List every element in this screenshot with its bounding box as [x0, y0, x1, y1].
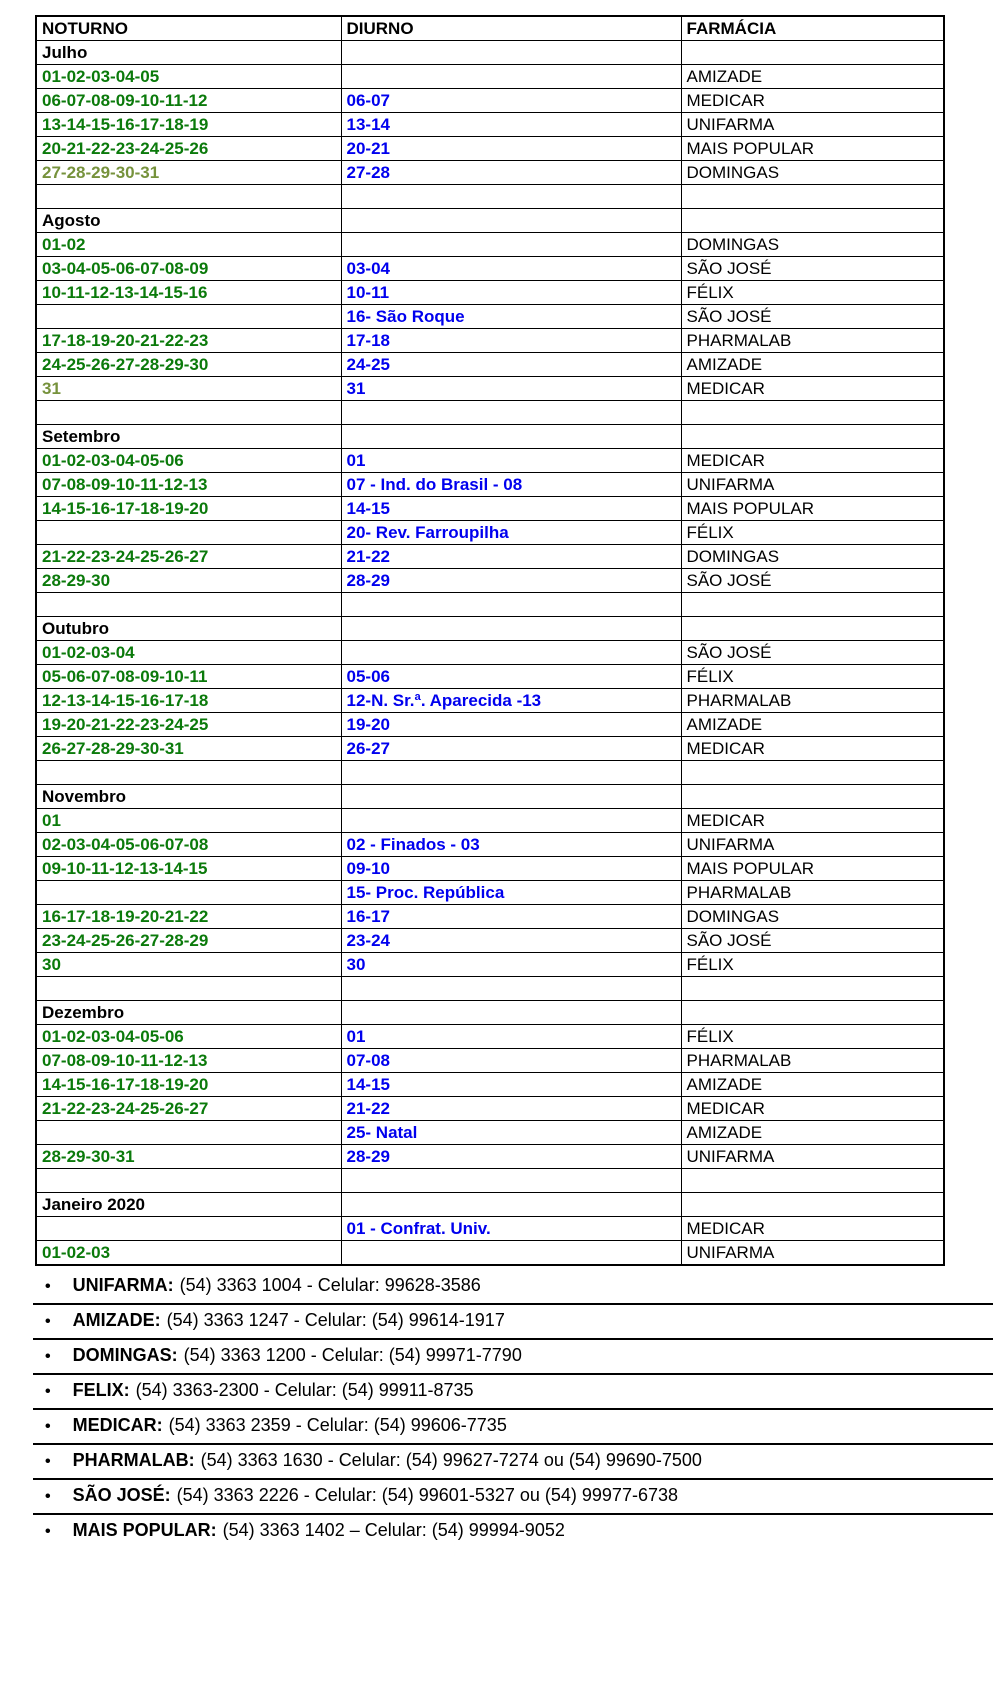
noturno-dates [36, 881, 341, 905]
pharmacy-name: FÉLIX [681, 1025, 944, 1049]
empty-cell [341, 617, 681, 641]
bullet-icon: • [45, 1418, 51, 1435]
diurno-dates: 23-24 [341, 929, 681, 953]
month-header-row [36, 1001, 944, 1025]
pharmacy-name: AMIZADE [681, 1121, 944, 1145]
schedule-row [36, 1145, 944, 1169]
noturno-dates: 13-14-15-16-17-18-19 [36, 113, 341, 137]
noturno-dates: 01-02-03-04 [36, 641, 341, 665]
schedule-row [36, 233, 944, 257]
empty-cell [36, 401, 341, 425]
pharmacy-name: AMIZADE [681, 65, 944, 89]
diurno-dates: 19-20 [341, 713, 681, 737]
diurno-dates: 07-08 [341, 1049, 681, 1073]
contact-item [33, 1445, 993, 1480]
schedule-row [36, 89, 944, 113]
schedule-row [36, 353, 944, 377]
empty-cell [341, 1001, 681, 1025]
spacer-row [36, 401, 944, 425]
schedule-row [36, 1049, 944, 1073]
empty-cell [681, 761, 944, 785]
noturno-dates: 26-27-28-29-30-31 [36, 737, 341, 761]
diurno-dates: 30 [341, 953, 681, 977]
noturno-dates: 10-11-12-13-14-15-16 [36, 281, 341, 305]
schedule-row [36, 65, 944, 89]
schedule-row [36, 665, 944, 689]
empty-cell [36, 1169, 341, 1193]
table-header-row [36, 16, 944, 41]
empty-cell [341, 1169, 681, 1193]
noturno-dates: 21-22-23-24-25-26-27 [36, 545, 341, 569]
bullet-icon: • [45, 1453, 51, 1470]
pharmacy-name: MEDICAR [681, 737, 944, 761]
noturno-dates: 03-04-05-06-07-08-09 [36, 257, 341, 281]
empty-cell [681, 425, 944, 449]
empty-cell [36, 185, 341, 209]
schedule-row [36, 833, 944, 857]
noturno-dates: 24-25-26-27-28-29-30 [36, 353, 341, 377]
bullet-icon: • [45, 1348, 51, 1365]
noturno-dates: 01-02-03 [36, 1241, 341, 1266]
noturno-dates: 31 [36, 377, 341, 401]
contact-phone-info: (54) 3363 1402 – Celular: (54) 99994-9052 [222, 1520, 565, 1540]
schedule-row [36, 161, 944, 185]
spacer-row [36, 761, 944, 785]
contact-pharmacy-name: FELIX: [72, 1380, 130, 1400]
month-label: Outubro [36, 617, 341, 641]
noturno-dates: 01 [36, 809, 341, 833]
diurno-dates [341, 65, 681, 89]
schedule-row [36, 809, 944, 833]
empty-cell [681, 401, 944, 425]
empty-cell [36, 977, 341, 1001]
month-label: Agosto [36, 209, 341, 233]
noturno-dates: 06-07-08-09-10-11-12 [36, 89, 341, 113]
pharmacy-name: MAIS POPULAR [681, 857, 944, 881]
noturno-dates: 01-02-03-04-05 [36, 65, 341, 89]
empty-cell [681, 593, 944, 617]
schedule-table-body [36, 41, 944, 1266]
pharmacy-name: SÃO JOSÉ [681, 305, 944, 329]
bullet-icon: • [45, 1313, 51, 1330]
diurno-dates [341, 233, 681, 257]
diurno-dates: 01 [341, 1025, 681, 1049]
empty-cell [681, 977, 944, 1001]
contact-pharmacy-name: PHARMALAB: [72, 1450, 195, 1470]
contact-item [33, 1270, 993, 1305]
contact-phone-info: (54) 3363 1200 - Celular: (54) 99971-7790 [183, 1345, 522, 1365]
schedule-row [36, 569, 944, 593]
bullet-icon: • [45, 1278, 51, 1295]
diurno-dates: 14-15 [341, 1073, 681, 1097]
noturno-dates: 01-02-03-04-05-06 [36, 1025, 341, 1049]
diurno-dates: 24-25 [341, 353, 681, 377]
noturno-dates: 28-29-30-31 [36, 1145, 341, 1169]
schedule-row [36, 1121, 944, 1145]
empty-cell [681, 785, 944, 809]
contact-pharmacy-name: SÃO JOSÉ: [72, 1485, 171, 1505]
noturno-dates [36, 1121, 341, 1145]
contact-phone-info: (54) 3363-2300 - Celular: (54) 99911-8735 [135, 1380, 474, 1400]
empty-cell [341, 593, 681, 617]
noturno-dates: 28-29-30 [36, 569, 341, 593]
pharmacy-name: DOMINGAS [681, 233, 944, 257]
month-label: Dezembro [36, 1001, 341, 1025]
schedule-row [36, 473, 944, 497]
pharmacy-name: SÃO JOSÉ [681, 569, 944, 593]
empty-cell [341, 1193, 681, 1217]
contact-phone-info: (54) 3363 1630 - Celular: (54) 99627-7274 ou (54) 99690-7500 [200, 1450, 702, 1470]
month-header-row [36, 617, 944, 641]
diurno-dates: 14-15 [341, 497, 681, 521]
contact-item [33, 1305, 993, 1340]
empty-cell [341, 977, 681, 1001]
schedule-row [36, 953, 944, 977]
empty-cell [341, 401, 681, 425]
pharmacy-name: SÃO JOSÉ [681, 929, 944, 953]
noturno-dates: 23-24-25-26-27-28-29 [36, 929, 341, 953]
empty-cell [681, 185, 944, 209]
contact-phone-info: (54) 3363 2226 - Celular: (54) 99601-5327 ou (54) 99977-6738 [176, 1485, 678, 1505]
diurno-column-header: DIURNO [341, 16, 681, 41]
diurno-dates [341, 641, 681, 665]
diurno-dates: 17-18 [341, 329, 681, 353]
empty-cell [681, 1001, 944, 1025]
month-header-row [36, 209, 944, 233]
diurno-dates: 28-29 [341, 1145, 681, 1169]
diurno-dates: 03-04 [341, 257, 681, 281]
noturno-dates: 14-15-16-17-18-19-20 [36, 497, 341, 521]
diurno-dates: 10-11 [341, 281, 681, 305]
noturno-dates: 09-10-11-12-13-14-15 [36, 857, 341, 881]
diurno-dates: 16-17 [341, 905, 681, 929]
schedule-row [36, 641, 944, 665]
pharmacy-name: UNIFARMA [681, 833, 944, 857]
empty-cell [341, 209, 681, 233]
diurno-dates: 31 [341, 377, 681, 401]
pharmacy-name: MAIS POPULAR [681, 137, 944, 161]
diurno-dates: 05-06 [341, 665, 681, 689]
diurno-dates: 09-10 [341, 857, 681, 881]
pharmacy-name: PHARMALAB [681, 1049, 944, 1073]
pharmacy-name: UNIFARMA [681, 1145, 944, 1169]
noturno-dates: 01-02 [36, 233, 341, 257]
empty-cell [341, 761, 681, 785]
diurno-dates: 25- Natal [341, 1121, 681, 1145]
schedule-row [36, 881, 944, 905]
diurno-dates: 15- Proc. República [341, 881, 681, 905]
contact-item [33, 1340, 993, 1375]
empty-cell [681, 41, 944, 65]
schedule-row [36, 929, 944, 953]
pharmacy-name: PHARMALAB [681, 881, 944, 905]
spacer-row [36, 593, 944, 617]
noturno-dates: 07-08-09-10-11-12-13 [36, 1049, 341, 1073]
schedule-row [36, 521, 944, 545]
pharmacy-name: PHARMALAB [681, 689, 944, 713]
contact-pharmacy-name: MEDICAR: [72, 1415, 163, 1435]
schedule-row [36, 1025, 944, 1049]
empty-cell [341, 41, 681, 65]
diurno-dates: 01 [341, 449, 681, 473]
pharmacy-name: FÉLIX [681, 281, 944, 305]
empty-cell [681, 209, 944, 233]
noturno-dates: 21-22-23-24-25-26-27 [36, 1097, 341, 1121]
schedule-row [36, 689, 944, 713]
empty-cell [341, 425, 681, 449]
schedule-row [36, 1217, 944, 1241]
pharmacy-name: MEDICAR [681, 377, 944, 401]
pharmacy-name: MEDICAR [681, 89, 944, 113]
schedule-row [36, 1241, 944, 1266]
schedule-row [36, 545, 944, 569]
pharmacy-contacts-list [33, 1270, 993, 1548]
contact-pharmacy-name: MAIS POPULAR: [72, 1520, 217, 1540]
pharmacy-name: MEDICAR [681, 449, 944, 473]
noturno-dates [36, 521, 341, 545]
bullet-icon: • [45, 1488, 51, 1505]
noturno-dates [36, 305, 341, 329]
schedule-row [36, 113, 944, 137]
pharmacy-name: FÉLIX [681, 665, 944, 689]
bullet-icon: • [45, 1523, 51, 1540]
schedule-row [36, 257, 944, 281]
schedule-row [36, 905, 944, 929]
pharmacy-name: MAIS POPULAR [681, 497, 944, 521]
contact-item [33, 1480, 993, 1515]
month-header-row [36, 785, 944, 809]
pharmacy-name: UNIFARMA [681, 113, 944, 137]
schedule-row [36, 497, 944, 521]
diurno-dates: 06-07 [341, 89, 681, 113]
pharmacy-name: AMIZADE [681, 713, 944, 737]
spacer-row [36, 977, 944, 1001]
pharmacy-name: DOMINGAS [681, 161, 944, 185]
schedule-row [36, 449, 944, 473]
pharmacy-name: MEDICAR [681, 1097, 944, 1121]
contact-pharmacy-name: AMIZADE: [72, 1310, 161, 1330]
empty-cell [681, 1169, 944, 1193]
pharmacy-name: UNIFARMA [681, 1241, 944, 1266]
contact-phone-info: (54) 3363 1004 - Celular: 99628-3586 [179, 1275, 481, 1295]
empty-cell [681, 617, 944, 641]
contact-item [33, 1515, 993, 1548]
noturno-dates: 02-03-04-05-06-07-08 [36, 833, 341, 857]
diurno-dates: 16- São Roque [341, 305, 681, 329]
schedule-row [36, 713, 944, 737]
farmacia-column-header: FARMÁCIA [681, 16, 944, 41]
month-label: Setembro [36, 425, 341, 449]
noturno-dates: 27-28-29-30-31 [36, 161, 341, 185]
empty-cell [36, 593, 341, 617]
schedule-row [36, 1097, 944, 1121]
month-label: Julho [36, 41, 341, 65]
spacer-row [36, 1169, 944, 1193]
contact-phone-info: (54) 3363 2359 - Celular: (54) 99606-7735 [168, 1415, 507, 1435]
diurno-dates: 01 - Confrat. Univ. [341, 1217, 681, 1241]
contact-item [33, 1375, 993, 1410]
pharmacy-name: MEDICAR [681, 1217, 944, 1241]
pharmacy-name: MEDICAR [681, 809, 944, 833]
diurno-dates: 20- Rev. Farroupilha [341, 521, 681, 545]
pharmacy-name: DOMINGAS [681, 905, 944, 929]
diurno-dates: 28-29 [341, 569, 681, 593]
noturno-column-header: NOTURNO [36, 16, 341, 41]
diurno-dates [341, 809, 681, 833]
pharmacy-duty-table [35, 15, 945, 1266]
diurno-dates: 26-27 [341, 737, 681, 761]
month-label: Janeiro 2020 [36, 1193, 341, 1217]
contact-item [33, 1410, 993, 1445]
diurno-dates: 21-22 [341, 1097, 681, 1121]
month-header-row [36, 41, 944, 65]
bullet-icon: • [45, 1383, 51, 1400]
schedule-row [36, 857, 944, 881]
noturno-dates: 16-17-18-19-20-21-22 [36, 905, 341, 929]
pharmacy-name: FÉLIX [681, 953, 944, 977]
diurno-dates: 07 - Ind. do Brasil - 08 [341, 473, 681, 497]
month-header-row [36, 425, 944, 449]
schedule-row [36, 737, 944, 761]
noturno-dates: 01-02-03-04-05-06 [36, 449, 341, 473]
diurno-dates: 21-22 [341, 545, 681, 569]
contact-phone-info: (54) 3363 1247 - Celular: (54) 99614-1917 [166, 1310, 505, 1330]
noturno-dates: 19-20-21-22-23-24-25 [36, 713, 341, 737]
pharmacy-name: SÃO JOSÉ [681, 641, 944, 665]
empty-cell [341, 185, 681, 209]
pharmacy-name: PHARMALAB [681, 329, 944, 353]
diurno-dates: 20-21 [341, 137, 681, 161]
noturno-dates: 17-18-19-20-21-22-23 [36, 329, 341, 353]
diurno-dates: 12-N. Sr.ª. Aparecida -13 [341, 689, 681, 713]
pharmacy-name: UNIFARMA [681, 473, 944, 497]
pharmacy-name: AMIZADE [681, 1073, 944, 1097]
empty-cell [36, 761, 341, 785]
schedule-row [36, 137, 944, 161]
noturno-dates: 20-21-22-23-24-25-26 [36, 137, 341, 161]
schedule-row [36, 1073, 944, 1097]
spacer-row [36, 185, 944, 209]
contact-pharmacy-name: DOMINGAS: [72, 1345, 178, 1365]
pharmacy-name: FÉLIX [681, 521, 944, 545]
noturno-dates: 30 [36, 953, 341, 977]
pharmacy-name: DOMINGAS [681, 545, 944, 569]
noturno-dates [36, 1217, 341, 1241]
pharmacy-name: SÃO JOSÉ [681, 257, 944, 281]
diurno-dates: 02 - Finados - 03 [341, 833, 681, 857]
noturno-dates: 05-06-07-08-09-10-11 [36, 665, 341, 689]
noturno-dates: 07-08-09-10-11-12-13 [36, 473, 341, 497]
diurno-dates [341, 1241, 681, 1266]
diurno-dates: 27-28 [341, 161, 681, 185]
noturno-dates: 14-15-16-17-18-19-20 [36, 1073, 341, 1097]
schedule-row [36, 281, 944, 305]
diurno-dates: 13-14 [341, 113, 681, 137]
empty-cell [681, 1193, 944, 1217]
month-header-row [36, 1193, 944, 1217]
empty-cell [341, 785, 681, 809]
contact-pharmacy-name: UNIFARMA: [72, 1275, 174, 1295]
schedule-row [36, 329, 944, 353]
month-label: Novembro [36, 785, 341, 809]
schedule-row [36, 305, 944, 329]
noturno-dates: 12-13-14-15-16-17-18 [36, 689, 341, 713]
pharmacy-name: AMIZADE [681, 353, 944, 377]
schedule-row [36, 377, 944, 401]
